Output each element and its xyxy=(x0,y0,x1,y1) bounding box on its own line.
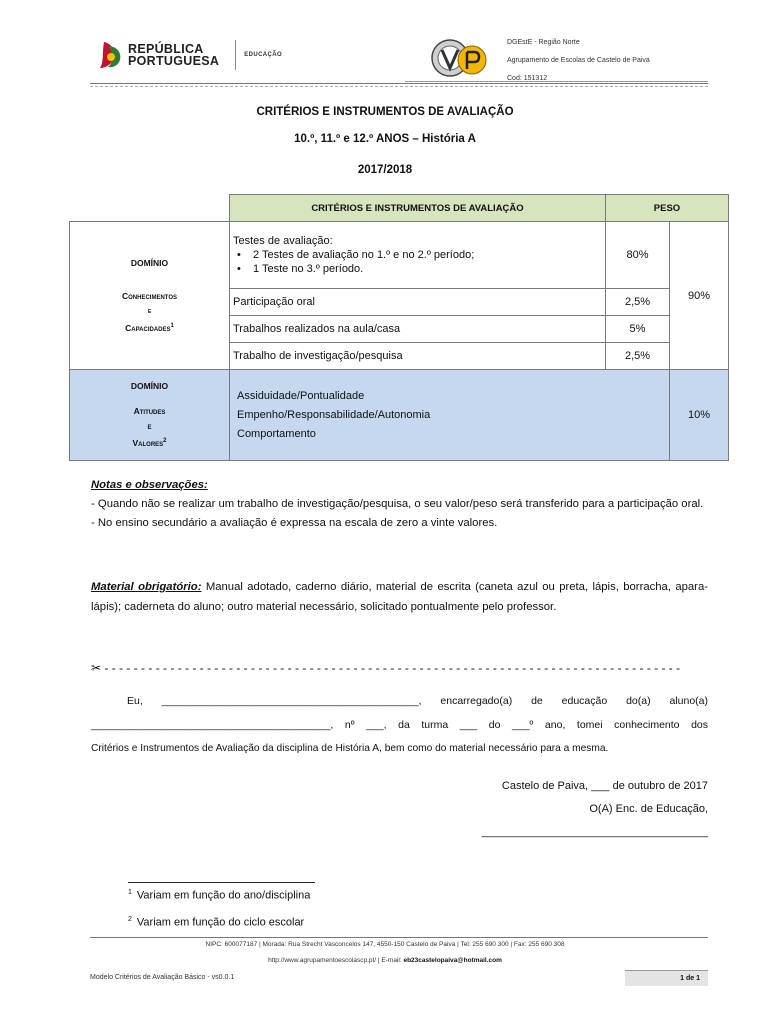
weight-tests: 80% xyxy=(606,222,670,289)
criteria-research: Trabalho de investigação/pesquisa xyxy=(230,343,606,370)
notes-title: Notas e observações: xyxy=(91,479,208,491)
page-number: 1 de 1 xyxy=(625,970,708,986)
header-school-code: Cod: 151312 xyxy=(507,75,548,82)
footnote-ref: 2 xyxy=(163,438,167,445)
domain-name-part-a: Atitudes xyxy=(133,406,166,417)
footnote-text: Variam em função do ano/disciplina xyxy=(136,889,311,902)
attitude-line-2: Empenho/Responsabilidade/Autonomia xyxy=(237,408,431,421)
domain-knowledge-cell xyxy=(70,222,230,370)
material-section xyxy=(91,577,708,617)
header-divider xyxy=(90,83,708,84)
notes-line-1: - Quando não se realizar um trabalho de investigação/pesquisa, o seu valor/peso será transferido para a participação oral. xyxy=(91,498,704,510)
signature-line: _____________________________________ xyxy=(481,826,708,838)
weight-research: 2,5% xyxy=(606,343,670,370)
page-header xyxy=(0,0,770,92)
footnote-ref: 1 xyxy=(170,322,174,329)
footnote-text: Variam em função do ciclo escolar xyxy=(136,916,305,929)
header-school-name: Agrupamento de Escolas de Castelo de Paiva xyxy=(507,57,650,64)
place-date: Castelo de Paiva, ___ de outubro de 2017 xyxy=(501,780,708,792)
material-title: Material obrigatório: xyxy=(91,581,202,593)
criteria-column-header: CRITÉRIOS E INSTRUMENTOS DE AVALIAÇÃO xyxy=(230,195,606,222)
footnote-number: 2 xyxy=(128,916,132,923)
footer-email: eb23castelopaiva@hotmail.com xyxy=(403,957,502,964)
header-divider-short xyxy=(405,81,708,82)
slip-line-1: Eu, ____________________________________________, encarregado(a) de educação do(a) aluno(a) xyxy=(127,695,708,707)
attitude-line-3: Comportamento xyxy=(237,427,316,440)
header-divider-dashed xyxy=(90,86,708,87)
logo-education-label: EDUCAÇÃO xyxy=(235,40,282,70)
footnote-number: 1 xyxy=(128,889,132,896)
tests-bullet-1: • 2 Testes de avaliação no 1.º e no 2.º período; xyxy=(233,249,605,261)
document-subtitle: 10.º, 11.º e 12.º ANOS – História A xyxy=(294,133,476,145)
footer-divider xyxy=(90,937,708,938)
tests-bullet-2: • 1 Teste no 3.º período. xyxy=(233,263,605,275)
weight-column-header: PESO xyxy=(606,195,729,222)
acknowledgement-slip xyxy=(91,689,708,761)
school-year: 2017/2018 xyxy=(357,164,413,176)
criteria-oral: Participação oral xyxy=(230,289,606,316)
school-logo xyxy=(430,38,492,83)
domain-label: DOMÍNIO xyxy=(130,257,169,268)
footnote-1 xyxy=(128,889,310,902)
domain-name-part-b: Capacidades xyxy=(125,322,171,333)
domain-name-and: e xyxy=(147,307,152,315)
footer-contact: NIPC: 600077187 | Morada: Rua Strecht Vasconcelos 147, 4550-150 Castelo de Paiva | Tel: 255 690 300 | Fax: 255 690 308 xyxy=(205,941,565,948)
criteria-attitudes xyxy=(230,370,670,461)
domain-knowledge-total: 90% xyxy=(670,222,729,370)
cut-line: ✂ - - - - - - - - - - - - - - - - - - - - - - - - - - - - - - - - - - - - - - - - - - - - - - - - - - - - - - - - - - - - - - - - - - - - - - - - - - - - - - - xyxy=(91,661,681,675)
domain-name-part-b: Valores xyxy=(132,437,164,448)
weight-classwork: 5% xyxy=(606,316,670,343)
criteria-tests xyxy=(230,222,606,289)
slip-line-2: _________________________________________, nº ___, da turma ___ do ___º ano, tomei conhecimento dos xyxy=(91,719,708,731)
school-cp-emblem-icon xyxy=(430,38,492,78)
republica-portuguesa-emblem-icon xyxy=(98,40,124,70)
attitude-line-1: Assiduidade/Pontualidade xyxy=(237,389,365,402)
tests-intro: Testes de avaliação: xyxy=(233,235,333,247)
footnote-2 xyxy=(128,916,304,929)
domain-label: DOMÍNIO xyxy=(130,381,169,392)
footer-web xyxy=(0,957,770,964)
signer-label: O(A) Enc. de Educação, xyxy=(589,803,708,815)
document-title: CRITÉRIOS E INSTRUMENTOS DE AVALIAÇÃO xyxy=(256,106,514,118)
footnote-divider xyxy=(128,882,315,883)
domain-attitudes-cell xyxy=(70,370,230,461)
material-text: Manual adotado, caderno diário, material de escrita (caneta azul ou preta, lápis, borracha, apara-lápis); caderneta do aluno; outro material necessário, solicitado pontualmente pelo professor. xyxy=(91,581,708,613)
criteria-classwork: Trabalhos realizados na aula/casa xyxy=(230,316,606,343)
domain-name-and: e xyxy=(147,422,152,432)
slip-line-3: Critérios e Instrumentos de Avaliação da disciplina de História A, bem como do material necessário para a mesma. xyxy=(91,743,609,754)
header-region: DGEstE - Região Norte xyxy=(507,39,580,46)
header-institution-info xyxy=(507,34,650,88)
domain-name-part-a: Conhecimentos xyxy=(121,290,178,301)
logo-line-1: REPÚBLICA xyxy=(128,42,204,56)
notes-section xyxy=(91,476,708,533)
footer-url: http://www.agrupamentoescolascp.pt/ | E-mail: xyxy=(268,957,404,964)
criteria-table xyxy=(69,194,729,461)
republica-portuguesa-logo xyxy=(98,40,282,70)
domain-attitudes-total: 10% xyxy=(670,370,729,461)
weight-oral: 2,5% xyxy=(606,289,670,316)
notes-line-2: - No ensino secundário a avaliação é expressa na escala de zero a vinte valores. xyxy=(91,517,498,529)
document-model: Modelo Critérios de Avaliação Básico - vs0.0.1 xyxy=(90,974,235,981)
logo-line-2: PORTUGUESA xyxy=(128,54,220,68)
